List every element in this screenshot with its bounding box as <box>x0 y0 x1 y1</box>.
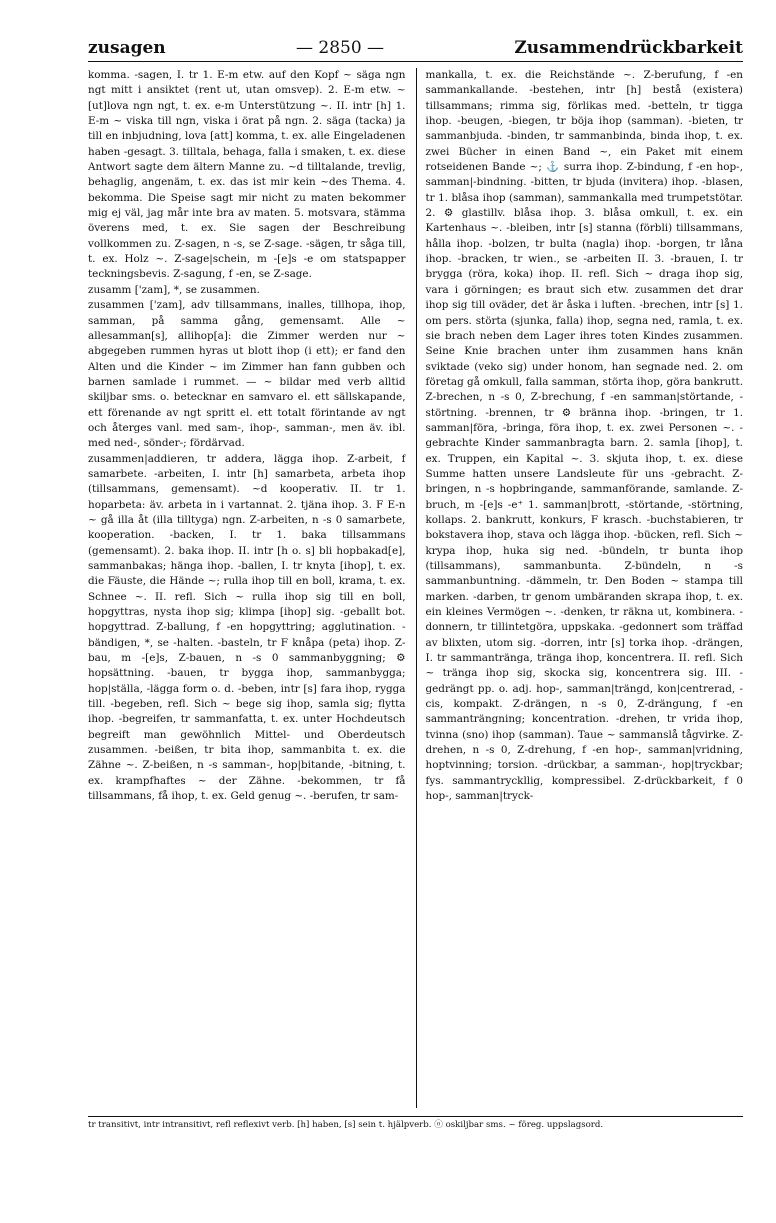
entry-zusammen: zusammen ['zam], adv tillsammans, inalles, tillhopa, ihop, samman, på samma gång, gemensamt. Alle ~ allesamman[s], allihop[a]: die Zimmer werden nur ~ abgegeben rummen hyras ut blott ihop (i ett); er fand den Alten und die Kinder ~ im Zimmer han fann gubben och barnen samlade i rummet. — ~ bildar med verb alltid skiljbar sms. o. betecknar en samvaro el. ett sällskapande, ett förenande av ngt spritt el. ett totalt förintande av ngt och återges vanl. med sam-, ihop-, samman-, men äv. ibl. med ned-, sönder-; fördärvad. <box>88 299 406 450</box>
abbreviation-legend: tr transitivt, intr intransitivt, refl reflexivt verb. [h] haben, [s] sein t. hjälpverb. ⓞ oskiljbar sms. ~ föreg. uppslagsord. <box>88 1116 743 1131</box>
text-columns <box>88 68 743 1108</box>
page-header <box>88 38 743 62</box>
right-column <box>416 68 744 1108</box>
entry-zusammen-compounds: zusammen|addieren, tr addera, lägga ihop. Z-arbeit, f samarbete. -arbeiten, I. intr [h] samarbeta, arbeta ihop (tillsammans, gemensamt). ~d kooperativ. II. tr 1. hoparbeta: äv. arbeta in i vartannat. 2. tjäna ihop. 3. F E-n ~ gå illa åt (illa tilltyga) ngn. Z-arbeiten, n -s 0 samarbete, kooperation. -backen, I. tr 1. baka tillsammans (gemensamt). 2. baka ihop. II. intr [h o. s] bli hopbakad[e], sammanbakas; hänga ihop. -ballen, I. tr knyta [ihop], t. ex. die Fäuste, die Hände ~; rulla ihop till en boll, krama, t. ex. Schnee ~. II. refl. Sich ~ rulla ihop sig till en boll, hopgyttras, nysta ihop sig; klimpa [ihop] sig. -geballt bot. hopgyttrad. Z-ballung, f -en hopgyttring; agglutination. -bändigen, *, se -halten. -basteln, tr F knåpa (peta) ihop. Z-bau, m -[e]s, Z-bauen, n -s 0 sammanbyggning; ⚙ hopsättning. -bauen, tr bygga ihop, sammanbygga; hop|ställa, -lägga form o. d. -beben, intr [s] fara ihop, rygga till. -begeben, refl. Sich ~ bege sig ihop, samla sig; flytta ihop. -begreifen, tr sammanfatta, t. ex. unter Hochdeutsch begreift man gewöhnlich Mittel- und Oberdeutsch zusammen. -beißen, tr bita ihop, sammanbita t. ex. die Zähne ~. Z-beißen, n -s samman-, hop|bitande, -bitning, t. ex. krampfhaftes ~ der Zähne. -bekommen, tr få tillsammans, få ihop, t. ex. Geld genug ~. -berufen, tr sam- <box>88 452 406 803</box>
left-column <box>88 68 406 1108</box>
dictionary-page <box>88 38 743 1131</box>
entry-zusamm: zusamm ['zam], *, se zusammen. <box>88 283 260 296</box>
page-number: — 2850 — <box>295 38 385 58</box>
header-right-keyword: Zusammendrückbarkeit <box>514 38 743 58</box>
header-left-keyword: zusagen <box>88 38 166 58</box>
entry-zusagen: komma. -sagen, I. tr 1. E-m etw. auf den Kopf ~ säga ngn ngt mitt i ansiktet (rent ut, utan omsvep). 2. E-m etw. ~ [ut]lova ngn ngt, t. ex. e-m Unterstützung ~. II. intr [h] 1. E-m ~ viska till ngn, viska i örat på ngn. 2. säga (tacka) ja till en inbjudning, lova [att] komma, t. ex. alle Eingeladenen haben -gesagt. 3. tilltala, behaga, falla i smaken, t. ex. diese Antwort sagte dem ältern Manne zu. ~d tilltalande, trevlig, behaglig, angenäm, t. ex. das ist mir kein ~des Thema. 4. bekomma. Die Speise sagt mir nicht zu maten bekommer mig ej väl, jag mår inte bra av maten. 5. motsvara, stämma överens med, t. ex. Sie sagen der Beschreibung vollkommen zu. Z-sagen, n -s, se Z-sage. -sägen, tr såga till, t. ex. Holz ~. Z-sage|schein, m -[e]s -e om statspapper teckningsbevis. Z-sagung, f -en, se Z-sage. <box>88 69 406 281</box>
entry-zusammen-compounds-cont: mankalla, t. ex. die Reichstände ~. Z-berufung, f -en sammankallande. -bestehen, intr [h] bestå (existera) tillsammans; rimma sig, förlikas med. -betteln, tr tigga ihop. -beugen, -biegen, tr böja ihop (samman). -bieten, tr sammanbjuda. -binden, tr sammanbinda, binda ihop, t. ex. zwei Bücher in einen Band ~, ein Paket mit einem rotseidenen Bande ~; ⚓ surra ihop. Z-bindung, f -en hop-, samman|-bindning. -bitten, tr bjuda (invitera) ihop. -blasen, tr 1. blåsa ihop (samman), sammankalla med trumpetstötar. 2. ⚙ glastillv. blåsa ihop. 3. blåsa omkull, t. ex. ein Kartenhaus ~. -bleiben, intr [s] stanna (förbli) tillsammans, hålla ihop. -bolzen, tr bulta (nagla) ihop. -borgen, tr låna ihop. -bracken, tr wien., se -arbeiten II. 3. -brauen, I. tr brygga (röra, koka) ihop. II. refl. Sich ~ draga ihop sig, vara i görningen; es braut sich etw. zusammen det drar ihop sig till oväder, det är åska i luften. -brechen, intr [s] 1. om pers. störta (sjunka, falla) ihop, segna ned, ramla, t. ex. sie brach neben dem Lager ihres toten Kindes zusammen. Seine Knie brachen unter ihm zusammen hans knän sviktade (veko sig) under honom, han segnade ned. 2. om företag gå omkull, falla samman, störta ihop, göra bankrutt. Z-brechen, n -s 0, Z-brechung, f -en samman|störtande, -störtning. -brennen, tr ⚙ bränna ihop. -bringen, tr 1. samman|föra, -bringa, föra ihop, t. ex. zwei Personen ~. -gebrachte Kinder sammanbragta barn. 2. samla [ihop], t. ex. Truppen, ein Kapital ~. 3. skjuta ihop, t. ex. diese Summe hatten unsere Landsleute für uns -gebracht. Z-bringen, n -s hopbringande, sammanförande, samlande. Z-bruch, m -[e]s -e⁺ 1. samman|brott, -störtande, -störtning, kollaps. 2. bankrutt, konkurs, F krasch. -buchstabieren, tr bokstavera ihop, stava och lägga ihop. -bücken, refl. Sich ~ krypa ihop, huka sig ned. -bündeln, tr bunta ihop (tillsammans), sammanbunta. Z-bündeln, n -s sammanbuntning. -dämmeln, tr. Den Boden ~ stampa till marken. -darben, tr genom umbäranden skrapa ihop, t. ex. ein kleines Vermögen ~. -denken, tr räkna ut, kombinera. -donnern, tr tillintetgöra, uppskaka. -gedonnert som träffad av blixten, utom sig. -dorren, intr [s] torka ihop. -drängen, I. tr sammantränga, tränga ihop, koncentrera. II. refl. Sich ~ tränga ihop sig, skocka sig, koncentrera sig. III. -gedrängt pp. o. adj. hop-, samman|trängd, kon|centrerad, -cis, kompakt. Z-drängen, n -s 0, Z-drängung, f -en sammanträngning; koncentration. -drehen, tr vrida ihop, tvinna (sno) ihop (samman). Taue ~ sammanslå tågvirke. Z-drehen, n -s 0, Z-drehung, f -en hop-, samman|vridning, hoptvinning; torsion. -drückbar, a samman-, hop|tryckbar; fys. sammantryckllig, kompressibel. Z-drückbarkeit, f 0 hop-, samman|tryck- <box>425 69 743 803</box>
